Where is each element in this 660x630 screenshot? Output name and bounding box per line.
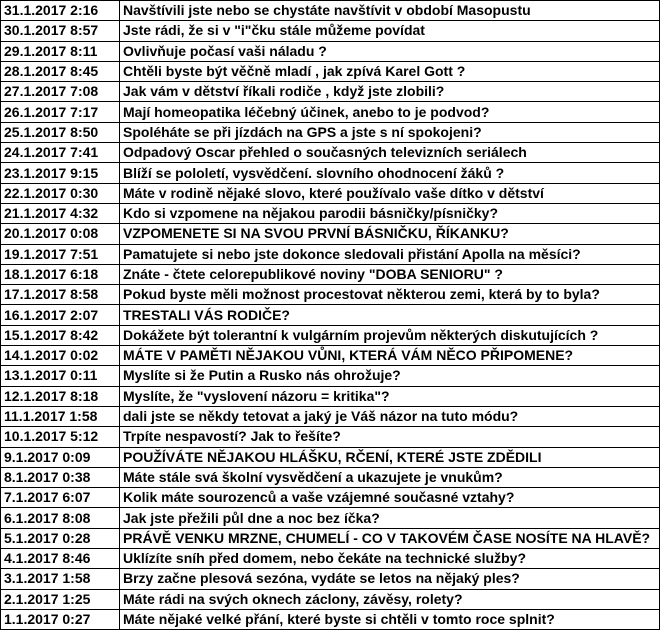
topic-cell[interactable]: VZPOMENETE SI NA SVOU PRVNÍ BÁSNIČKU, ŘÍKANKU? xyxy=(120,224,660,244)
topic-cell[interactable]: Kolik máte sourozenců a vaše vzájemné současné vztahy? xyxy=(120,488,660,508)
table-row xyxy=(1,366,660,386)
date-cell[interactable]: 21.1.2017 4:32 xyxy=(1,203,120,223)
topic-cell[interactable]: POUŽÍVÁTE NĚJAKOU HLÁŠKU, RČENÍ, KTERÉ JSTE ZDĚDILI xyxy=(120,447,660,467)
topic-cell[interactable]: Máte stále svá školní vysvědčení a ukazujete je vnukům? xyxy=(120,467,660,487)
topic-cell[interactable]: Myslíte, že "vyslovení názoru = kritika"? xyxy=(120,386,660,406)
table-row xyxy=(1,61,660,81)
table-row xyxy=(1,143,660,163)
topic-cell[interactable]: Kdo si vzpomene na nějakou parodii básničky/písničky? xyxy=(120,203,660,223)
date-cell[interactable]: 19.1.2017 7:51 xyxy=(1,244,120,264)
topic-cell[interactable]: Máte nějaké velké přání, které byste si chtěli v tomto roce splnit? xyxy=(120,609,660,629)
date-cell[interactable]: 15.1.2017 8:42 xyxy=(1,325,120,345)
date-cell[interactable]: 9.1.2017 0:09 xyxy=(1,447,120,467)
date-cell[interactable]: 30.1.2017 8:57 xyxy=(1,21,120,41)
date-cell[interactable]: 20.1.2017 0:08 xyxy=(1,224,120,244)
date-cell[interactable]: 16.1.2017 2:07 xyxy=(1,305,120,325)
table-row xyxy=(1,609,660,629)
table-row xyxy=(1,447,660,467)
table-row xyxy=(1,528,660,548)
date-cell[interactable]: 8.1.2017 0:38 xyxy=(1,467,120,487)
table-row xyxy=(1,406,660,426)
table-row xyxy=(1,386,660,406)
table-row xyxy=(1,508,660,528)
table-row xyxy=(1,203,660,223)
topic-cell[interactable]: Znáte - čtete celorepublikové noviny "DOBA SENIORU" ? xyxy=(120,264,660,284)
date-cell[interactable]: 22.1.2017 0:30 xyxy=(1,183,120,203)
topic-cell[interactable]: Uklízíte sníh před domem, nebo čekáte na technické služby? xyxy=(120,549,660,569)
table-row xyxy=(1,163,660,183)
date-cell[interactable]: 1.1.2017 0:27 xyxy=(1,609,120,629)
table-row xyxy=(1,346,660,366)
topic-cell[interactable]: Jak vám v dětství říkali rodiče , když jste zlobili? xyxy=(120,82,660,102)
table-row xyxy=(1,102,660,122)
topic-cell[interactable]: Odpadový Oscar přehled o současných televizních seriálech xyxy=(120,143,660,163)
topic-cell[interactable]: Myslíte si že Putin a Rusko nás ohrožuje? xyxy=(120,366,660,386)
date-cell[interactable]: 24.1.2017 7:41 xyxy=(1,143,120,163)
date-cell[interactable]: 14.1.2017 0:02 xyxy=(1,346,120,366)
date-cell[interactable]: 31.1.2017 2:16 xyxy=(1,1,120,21)
table-row xyxy=(1,549,660,569)
topic-cell[interactable]: Mají homeopatika léčebný účinek, anebo to je podvod? xyxy=(120,102,660,122)
topic-cell[interactable]: Máte rádi na svých oknech záclony, závěsy, rolety? xyxy=(120,589,660,609)
date-cell[interactable]: 25.1.2017 8:50 xyxy=(1,122,120,142)
date-cell[interactable]: 6.1.2017 8:08 xyxy=(1,508,120,528)
topic-cell[interactable]: TRESTALI VÁS RODIČE? xyxy=(120,305,660,325)
table-row xyxy=(1,264,660,284)
date-cell[interactable]: 10.1.2017 5:12 xyxy=(1,427,120,447)
table-row xyxy=(1,569,660,589)
table-row xyxy=(1,82,660,102)
table-row xyxy=(1,244,660,264)
topic-cell[interactable]: Ovlivňuje počasí vaši náladu ? xyxy=(120,41,660,61)
topic-cell[interactable]: Brzy začne plesová sezóna, vydáte se letos na nějaký ples? xyxy=(120,569,660,589)
date-cell[interactable]: 3.1.2017 1:58 xyxy=(1,569,120,589)
date-cell[interactable]: 7.1.2017 6:07 xyxy=(1,488,120,508)
topic-cell[interactable]: Chtěli byste být věčně mladí , jak zpívá Karel Gott ? xyxy=(120,61,660,81)
date-cell[interactable]: 17.1.2017 8:58 xyxy=(1,285,120,305)
date-cell[interactable]: 2.1.2017 1:25 xyxy=(1,589,120,609)
date-cell[interactable]: 13.1.2017 0:11 xyxy=(1,366,120,386)
topic-cell[interactable]: Dokážete být tolerantní k vulgárním projevům některých diskutujících ? xyxy=(120,325,660,345)
table-row xyxy=(1,325,660,345)
table-row xyxy=(1,183,660,203)
topics-table-body xyxy=(1,1,660,630)
table-row xyxy=(1,21,660,41)
table-row xyxy=(1,41,660,61)
table-row xyxy=(1,285,660,305)
topic-cell[interactable]: Navštívili jste nebo se chystáte navštívit v období Masopustu xyxy=(120,1,660,21)
topic-cell[interactable]: Jste rádi, že si v "i"čku stále můžeme povídat xyxy=(120,21,660,41)
topic-cell[interactable]: Pokud byste měli možnost procestovat některou zemi, která by to byla? xyxy=(120,285,660,305)
table-row xyxy=(1,589,660,609)
topic-cell[interactable]: dali jste se někdy tetovat a jaký je Váš názor na tuto módu? xyxy=(120,406,660,426)
date-cell[interactable]: 5.1.2017 0:28 xyxy=(1,528,120,548)
topic-cell[interactable]: Máte v rodině nějaké slovo, které používalo vaše dítko v dětství xyxy=(120,183,660,203)
table-row xyxy=(1,467,660,487)
date-cell[interactable]: 26.1.2017 7:17 xyxy=(1,102,120,122)
date-cell[interactable]: 18.1.2017 6:18 xyxy=(1,264,120,284)
date-cell[interactable]: 23.1.2017 9:15 xyxy=(1,163,120,183)
topic-cell[interactable]: Trpíte nespavostí? Jak to řešíte? xyxy=(120,427,660,447)
date-cell[interactable]: 28.1.2017 8:45 xyxy=(1,61,120,81)
table-row xyxy=(1,488,660,508)
table-row xyxy=(1,224,660,244)
date-cell[interactable]: 11.1.2017 1:58 xyxy=(1,406,120,426)
topic-cell[interactable]: Jak jste přežili půl dne a noc bez íčka? xyxy=(120,508,660,528)
date-cell[interactable]: 27.1.2017 7:08 xyxy=(1,82,120,102)
table-row xyxy=(1,1,660,21)
topic-cell[interactable]: PRÁVĚ VENKU MRZNE, CHUMELÍ - CO V TAKOVÉM ČASE NOSÍTE NA HLAVĚ? xyxy=(120,528,660,548)
topic-cell[interactable]: Spoléháte se při jízdách na GPS a jste s ní spokojeni? xyxy=(120,122,660,142)
topic-cell[interactable]: Pamatujete si nebo jste dokonce sledovali přistání Apolla na měsíci? xyxy=(120,244,660,264)
topic-cell[interactable]: MÁTE V PAMĚTI NĚJAKOU VŮNI, KTERÁ VÁM NĚCO PŘIPOMENE? xyxy=(120,346,660,366)
table-row xyxy=(1,305,660,325)
date-cell[interactable]: 29.1.2017 8:11 xyxy=(1,41,120,61)
topic-cell[interactable]: Blíží se pololetí, vysvědčení. slovního ohodnocení žáků ? xyxy=(120,163,660,183)
date-cell[interactable]: 12.1.2017 8:18 xyxy=(1,386,120,406)
table-row xyxy=(1,427,660,447)
date-cell[interactable]: 4.1.2017 8:46 xyxy=(1,549,120,569)
table-row xyxy=(1,122,660,142)
